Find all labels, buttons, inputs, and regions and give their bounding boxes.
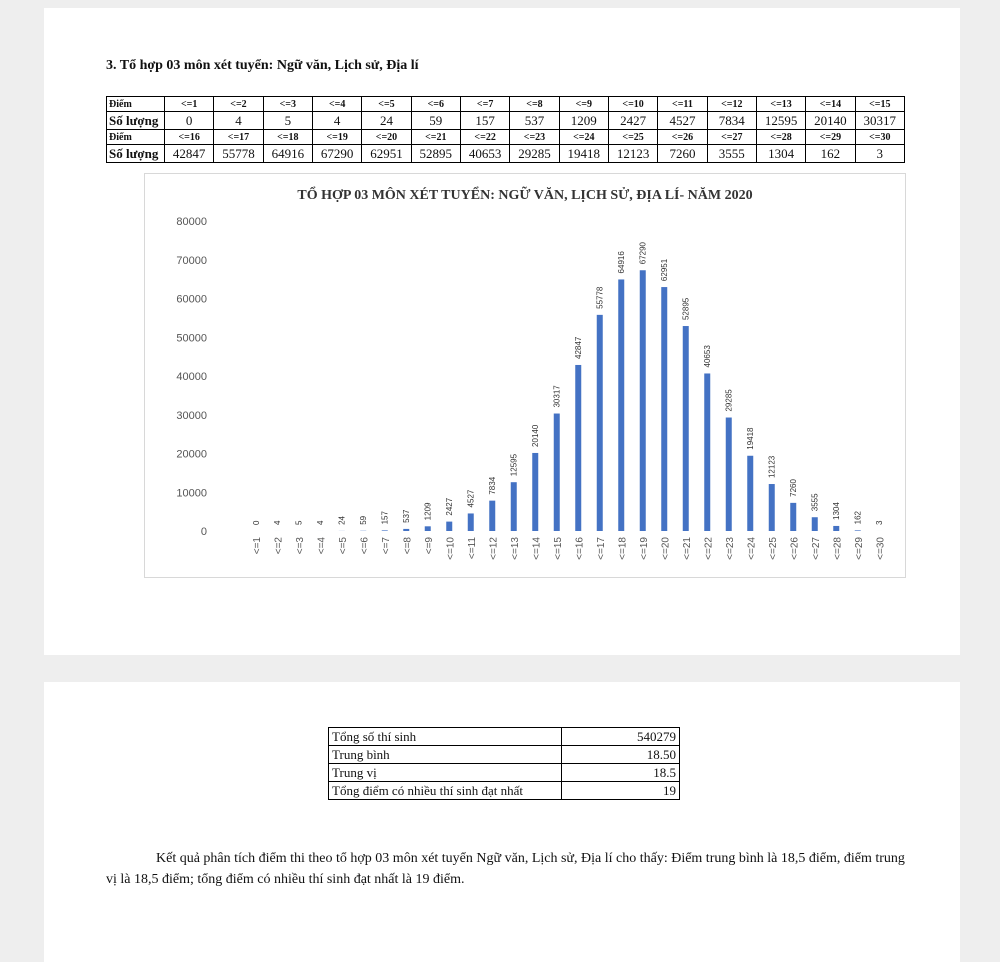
bar [640,270,646,531]
x-tick-label: <=5 [338,537,349,555]
count-cell: 5 [263,112,312,130]
count-cell: 19418 [559,145,608,163]
data-label: 162 [854,510,863,524]
x-tick-label: <=2 [273,537,284,555]
x-tick-label: <=26 [789,537,800,560]
data-label: 30317 [553,385,562,408]
y-tick-label: 40000 [176,371,207,383]
x-tick-label: <=10 [445,537,456,560]
data-label: 7834 [488,476,497,494]
x-tick-label: <=29 [854,537,865,560]
data-label: 3555 [811,493,820,511]
score-bin-cell: <=5 [362,97,411,112]
stat-label: Trung bình [329,746,562,764]
score-bin-cell: <=14 [806,97,855,112]
score-bin-cell: <=30 [855,130,904,145]
data-label: 12123 [768,455,777,478]
y-tick-label: 20000 [176,449,207,461]
y-tick-label: 60000 [176,294,207,306]
score-bin-cell: <=12 [707,97,756,112]
x-tick-label: <=14 [531,537,542,560]
score-bin-cell: <=27 [707,130,756,145]
table-value-row [107,112,905,130]
count-cell: 1209 [559,112,608,130]
bar [833,526,839,531]
count-cell: 4 [312,112,361,130]
score-bin-cell: <=7 [460,97,509,112]
data-label: 52895 [682,297,691,320]
bar [382,530,388,531]
stat-row [329,764,680,782]
x-tick-label: <=16 [574,537,585,560]
score-bin-cell: <=20 [362,130,411,145]
bar [683,326,689,531]
x-tick-label: <=13 [510,537,521,560]
bar [618,279,624,531]
section-heading: 3. Tổ hợp 03 môn xét tuyển: Ngữ văn, Lịch sử, Địa lí [106,58,419,74]
score-bin-cell: <=15 [855,97,904,112]
count-cell: 3 [855,145,904,163]
bar [511,482,517,531]
count-cell: 3555 [707,145,756,163]
stat-label: Trung vị [329,764,562,782]
score-bin-cell: <=8 [510,97,559,112]
data-label: 4 [316,520,325,525]
score-bin-cell: <=9 [559,97,608,112]
x-tick-label: <=24 [746,537,757,560]
x-tick-label: <=18 [617,537,628,560]
count-cell: 59 [411,112,460,130]
count-cell: 55778 [214,145,263,163]
table-header-row [107,130,905,145]
score-bin-cell: <=2 [214,97,263,112]
x-tick-label: <=11 [467,537,478,559]
document-page-1 [44,8,960,655]
stat-label: Tổng điểm có nhiều thí sinh đạt nhất [329,782,562,800]
count-cell: 12123 [608,145,657,163]
chart-svg [145,174,905,577]
score-bin-cell: <=18 [263,130,312,145]
bar [704,373,710,531]
y-tick-label: 0 [201,526,207,538]
count-cell: 7260 [658,145,707,163]
count-cell: 24 [362,112,411,130]
data-label: 62951 [660,258,669,281]
score-bin-cell: <=26 [658,130,707,145]
y-tick-label: 10000 [176,487,207,499]
table-header-row [107,97,905,112]
bar [812,517,818,531]
score-bin-cell: <=3 [263,97,312,112]
y-tick-label: 30000 [176,410,207,422]
summary-paragraph: Kết quả phân tích điểm thi theo tổ hợp 03 môn xét tuyển Ngữ văn, Lịch sử, Địa lí cho thấy: Điểm trung bình là 18,5 điểm, điểm trung vị là 18,5 điểm; tổng điểm có nhiều thí sinh đạt nhất là 19 điểm. [106,848,906,890]
bar [726,418,732,531]
x-tick-label: <=3 [295,537,306,555]
count-cell: 29285 [510,145,559,163]
count-cell: 30317 [855,112,904,130]
x-tick-label: <=1 [252,537,263,555]
bar [855,530,861,531]
data-label: 24 [338,515,347,524]
data-label: 1304 [832,502,841,520]
stat-row [329,728,680,746]
stat-value: 18.50 [562,746,680,764]
data-label: 67290 [639,241,648,264]
data-label: 12595 [510,453,519,476]
count-cell: 12595 [756,112,805,130]
statistics-table [328,727,680,800]
data-label: 1209 [424,502,433,520]
count-cell: 42847 [165,145,214,163]
score-bin-cell: <=11 [658,97,707,112]
document-page-2 [44,682,960,962]
bar [769,484,775,531]
score-bin-cell: <=1 [165,97,214,112]
stat-value: 540279 [562,728,680,746]
data-label: 55778 [596,286,605,309]
bar [425,526,431,531]
x-tick-label: <=20 [660,537,671,560]
stat-row [329,782,680,800]
data-label: 157 [381,510,390,524]
bar [554,414,560,531]
value-label-cell: Số lượng [107,112,165,130]
bar [403,529,409,531]
x-tick-label: <=21 [682,537,693,560]
value-label-cell: Số lượng [107,145,165,163]
x-tick-label: <=4 [316,537,327,555]
data-label: 7260 [789,479,798,497]
count-cell: 4527 [658,112,707,130]
count-cell: 7834 [707,112,756,130]
x-tick-label: <=25 [768,537,779,560]
stat-label: Tổng số thí sinh [329,728,562,746]
score-bin-cell: <=21 [411,130,460,145]
score-bin-cell: <=25 [608,130,657,145]
bar [790,503,796,531]
data-label: 537 [402,509,411,523]
score-bin-cell: <=23 [510,130,559,145]
x-tick-label: <=28 [832,537,843,560]
y-tick-label: 70000 [176,255,207,267]
score-distribution-table [106,96,905,163]
x-tick-label: <=8 [402,537,413,555]
x-tick-label: <=6 [359,537,370,555]
count-cell: 0 [165,112,214,130]
count-cell: 157 [460,112,509,130]
data-label: 42847 [574,336,583,359]
data-label: 4 [273,520,282,525]
count-cell: 1304 [756,145,805,163]
stat-row [329,746,680,764]
bar [489,501,495,531]
x-tick-label: <=12 [488,537,499,560]
data-label: 4527 [467,489,476,507]
data-label: 2427 [445,497,454,515]
x-tick-label: <=30 [875,537,886,560]
count-cell: 67290 [312,145,361,163]
count-cell: 40653 [460,145,509,163]
data-label: 40653 [703,345,712,368]
bar [747,456,753,531]
score-bin-cell: <=28 [756,130,805,145]
score-bin-cell: <=10 [608,97,657,112]
bar [446,522,452,531]
x-tick-label: <=7 [381,537,392,555]
bar [575,365,581,531]
stat-value: 19 [562,782,680,800]
score-bin-cell: <=24 [559,130,608,145]
score-bin-cell: <=13 [756,97,805,112]
x-tick-label: <=17 [596,537,607,560]
score-distribution-chart [144,173,906,578]
bar [468,513,474,531]
data-label: 64916 [617,251,626,274]
table-value-row [107,145,905,163]
score-bin-cell: <=17 [214,130,263,145]
y-tick-label: 50000 [176,332,207,344]
count-cell: 64916 [263,145,312,163]
data-label: 29285 [725,389,734,412]
x-tick-label: <=15 [553,537,564,560]
data-label: 5 [295,520,304,525]
x-tick-label: <=27 [811,537,822,560]
count-cell: 162 [806,145,855,163]
stat-value: 18.5 [562,764,680,782]
bar [661,287,667,531]
count-cell: 52895 [411,145,460,163]
bar [532,453,538,531]
data-label: 19418 [746,427,755,450]
count-cell: 20140 [806,112,855,130]
score-bin-cell: <=16 [165,130,214,145]
count-cell: 537 [510,112,559,130]
count-cell: 4 [214,112,263,130]
y-tick-label: 80000 [176,216,207,228]
header-label-cell: Điểm [107,97,165,112]
data-label: 59 [359,515,368,524]
header-label-cell: Điểm [107,130,165,145]
data-label: 3 [875,520,884,525]
score-bin-cell: <=22 [460,130,509,145]
data-label: 20140 [531,424,540,447]
score-bin-cell: <=6 [411,97,460,112]
x-tick-label: <=22 [703,537,714,560]
x-tick-label: <=19 [639,537,650,560]
x-tick-label: <=23 [725,537,736,560]
count-cell: 2427 [608,112,657,130]
score-bin-cell: <=29 [806,130,855,145]
score-bin-cell: <=4 [312,97,361,112]
x-tick-label: <=9 [424,537,435,555]
score-bin-cell: <=19 [312,130,361,145]
bar [597,315,603,531]
count-cell: 62951 [362,145,411,163]
chart-title: TỔ HỢP 03 MÔN XÉT TUYỂN: NGỮ VĂN, LỊCH SỬ, ĐỊA LÍ- NĂM 2020 [297,185,752,203]
data-label: 0 [252,520,261,525]
